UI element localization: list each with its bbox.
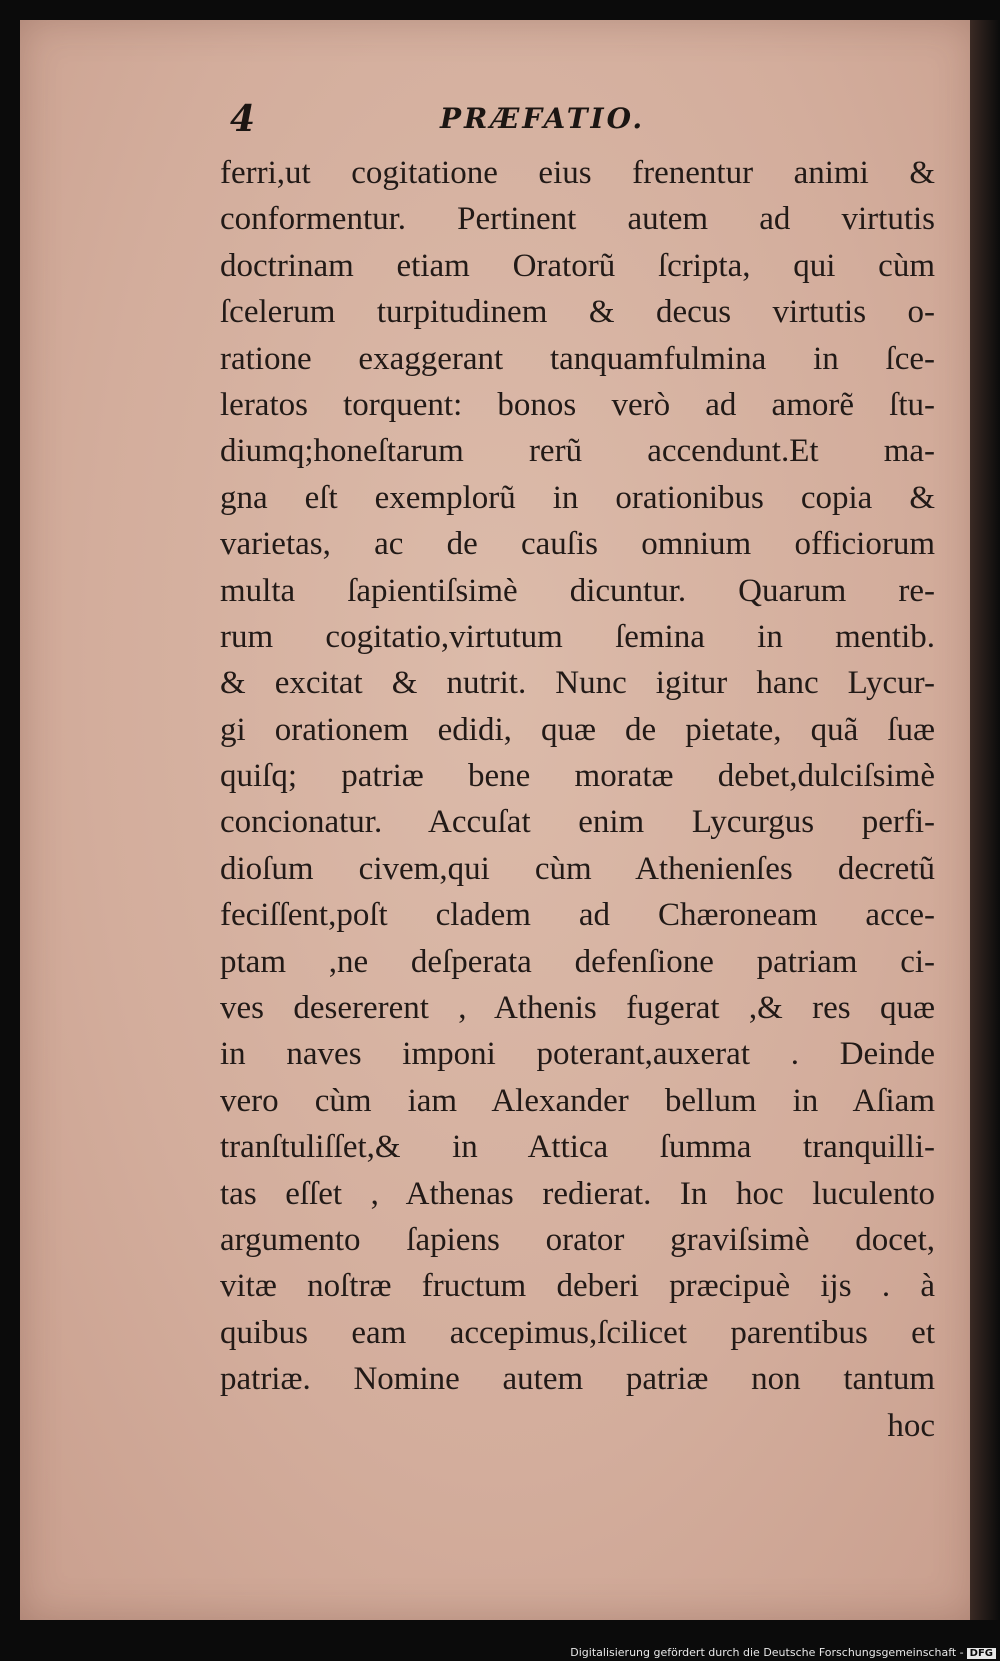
text-line: ſcelerum turpitudinem & decus virtutis o- [220, 294, 935, 331]
text-line: feciſſent,poſt cladem ad Chæroneam acce- [220, 897, 935, 934]
text-line: multa ſapientiſsimè dicuntur. Quarum re- [220, 572, 935, 609]
text-line: dioſum civem,qui cùm Athenienſes decretũ [220, 850, 935, 887]
text-line: vero cùm iam Alexander bellum in Aſiam [220, 1082, 935, 1119]
text-line: conformentur. Pertinent autem ad virtutis [220, 201, 935, 238]
text-line: gi orationem edidi, quæ de pietate, quã ſuæ [220, 711, 935, 748]
running-title: PRÆFATIO. [440, 102, 646, 135]
text-line: ratione exaggerant tanquamfulmina in ſce- [220, 340, 935, 377]
text-line: tranſtuliſſet,& in Attica ſumma tranquilli- [220, 1129, 935, 1166]
text-line: leratos torquent: bonos verò ad amorẽ ſtu- [220, 386, 935, 423]
page-number: 4 [230, 98, 256, 140]
text-line: tas eſſet , Athenas redierat. In hoc luculento [220, 1175, 935, 1212]
text-line: rum cogitatio,virtutum ſemina in mentib. [220, 618, 935, 655]
text-line: ferri,ut cogitatione eius frenentur animi & [220, 155, 935, 191]
catchword: hoc [887, 1407, 935, 1444]
text-line: ptam ,ne deſperata defenſione patriam ci- [220, 943, 935, 980]
text-line: vitæ noſtræ fructum deberi præcipuè ijs . à [220, 1268, 935, 1305]
text-line: patriæ. Nomine autem patriæ non tantum [220, 1361, 935, 1398]
text-line: quibus eam accepimus,ſcilicet parentibus et [220, 1314, 935, 1351]
page-edge [970, 20, 1000, 1620]
text-line: & excitat & nutrit. Nunc igitur hanc Lycur- [220, 665, 935, 702]
text-line: ves desererent , Athenis fugerat ,& res quæ [220, 990, 935, 1027]
text-line: argumento ſapiens orator graviſsimè docet, [220, 1221, 935, 1258]
body-text [220, 150, 935, 1449]
text-line: concionatur. Accuſat enim Lycurgus perfi- [220, 804, 935, 841]
credit-text: Digitalisierung gefördert durch die Deutsche Forschungsgemeinschaft - [570, 1646, 964, 1659]
text-line: quiſq; patriæ bene moratæ debet,dulciſsimè [220, 758, 935, 795]
text-line: in naves imponi poterant,auxerat . Deinde [220, 1036, 935, 1073]
digitization-credit [570, 1646, 996, 1659]
running-head [20, 98, 975, 138]
text-line: diumq;honeſtarum rerũ accendunt.Et ma- [220, 433, 935, 470]
text-line: doctrinam etiam Oratorũ ſcripta, qui cùm [220, 247, 935, 284]
text-line: varietas, ac de cauſis omnium officiorum [220, 526, 935, 563]
book-page [20, 20, 975, 1620]
dfg-logo: DFG [967, 1648, 996, 1659]
text-line: gna eſt exemplorũ in orationibus copia & [220, 479, 935, 516]
